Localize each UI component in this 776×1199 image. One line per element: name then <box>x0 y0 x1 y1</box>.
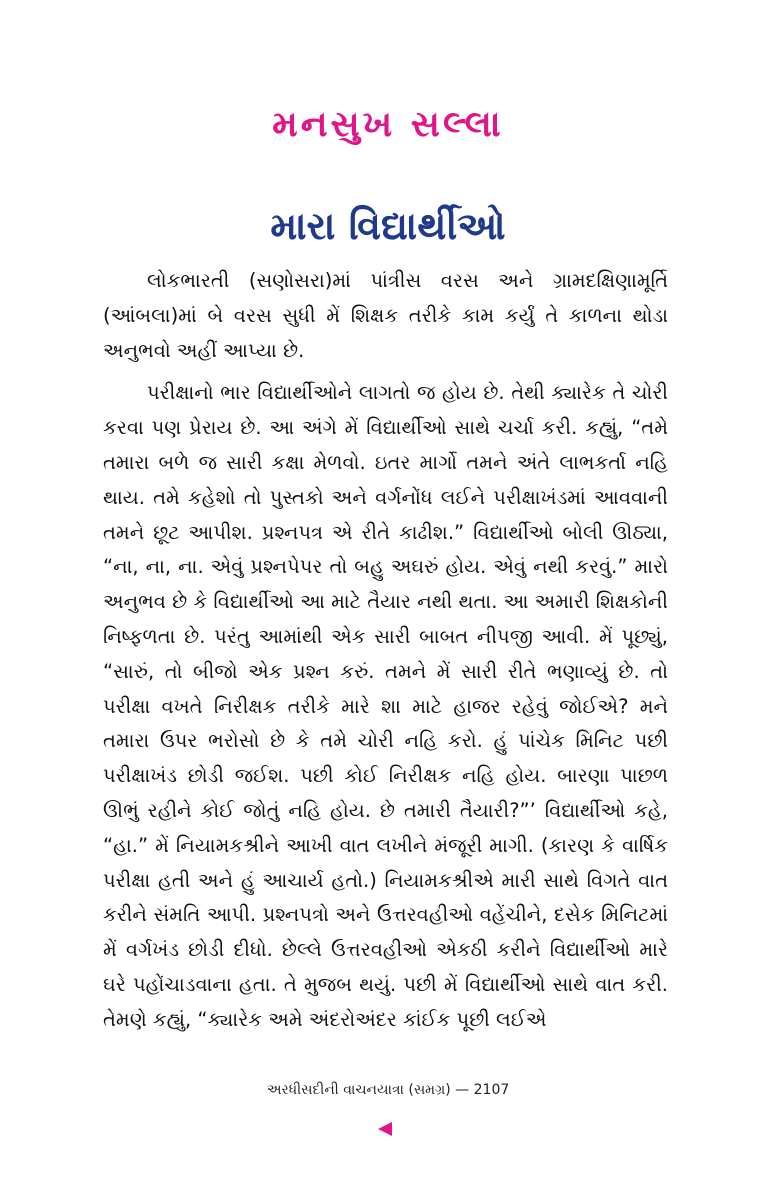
previous-page-arrow-icon[interactable] <box>378 1122 392 1136</box>
paragraph-2: પરીક્ષાનો ભાર વિદ્યાર્થીઓને લાગતો જ હોય છે. તેથી ક્યારેક તે ચોરી કરવા પણ પ્રેરાય છે. આ અંગે મેં વિદ્યાર્થીઓ સાથે ચર્ચા કરી. કહ્યું, “તમે તમારા બળે જ સારી કક્ષા મેળવો. ઇતર માર્ગો તમને અંતે લાભકર્તા નહિ થાય. તમે કહેશો તો પુસ્તકો અને વર્ગનોંધ લઈને પરીક્ષાખંડમાં આવવાની તમને છૂટ આપીશ. પ્રશ્નપત્ર એ રીતે કાઢીશ.” વિદ્યાર્થીઓ બોલી ઊઠ્યા, “ના, ના, ના. એવું પ્રશ્નપેપર તો બહુ અઘરું હોય. એવું નથી કરવું.” મારો અનુભવ છે કે વિદ્યાર્થીઓ આ માટે તૈયાર નથી થતા. આ અમારી શિક્ષકોની નિષ્ફળતા છે. પરંતુ આમાંથી એક સારી બાબત નીપજી આવી. મેં પૂછ્યું, “સારું, તો બીજો એક પ્રશ્ન કરું. તમને મેં સારી રીતે ભણાવ્યું છે. તો પરીક્ષા વખતે નિરીક્ષક તરીકે મારે શા માટે હાજર રહેવું જોઈએ? મને તમારા ઉપર ભરોસો છે કે તમે ચોરી નહિ કરો. હું પાંચેક મિનિટ પછી પરીક્ષાખંડ છોડી જઈશ. પછી કોઈ નિરીક્ષક નહિ હોય. બારણા પાછળ ઊભું રહીને કોઈ જોતું નહિ હોય. છે તમારી તૈયારી?”’ વિદ્યાર્થીઓ કહે, “હા.” મેં નિયામકશ્રીને આખી વાત લખીને મંજૂરી માગી. (કારણ કે વાર્ષિક પરીક્ષા હતી અને હું આચાર્ય હતો.) નિયામકશ્રીએ મારી સાથે વિગતે વાત કરીને સંમતિ આપી. પ્રશ્નપત્રો અને ઉત્તરવહીઓ વહેંચીને, દસેક મિનિટમાં મેં વર્ગખંડ છોડી દીધો. છેલ્લે ઉત્તરવહીઓ એકઠી કરીને વિદ્યાર્થીઓ મારે ઘરે પહોંચાડવાના હતા. તે મુજબ થયું. પછી મેં વિદ્યાર્થીઓ સાથે વાત કરી. તેમણે કહ્યું, “ક્યારેક અમે અંદરોઅંદર કાંઈક પૂછી લઈએ <box>103 381 668 1031</box>
article-title: મારા વિદ્યાર્થીઓ <box>270 204 506 248</box>
page-footer: અરધીસદીની વાચનયાત્રા (સમગ્ર) — 2107 <box>266 1082 510 1098</box>
paragraph-1: લોકભારતી (સણોસરા)માં પાંત્રીસ વરસ અને ગ્રામદક્ષિણામૂર્તિ (આંબલા)માં બે વરસ સુધી મેં શિક્ષક તરીકે કામ કર્યું તે કાળના થોડા અનુભવો અહીં આપ્યા છે. <box>103 269 668 362</box>
author-name: મનસુખ સલ્લા <box>272 104 504 145</box>
article-body <box>103 264 668 1038</box>
